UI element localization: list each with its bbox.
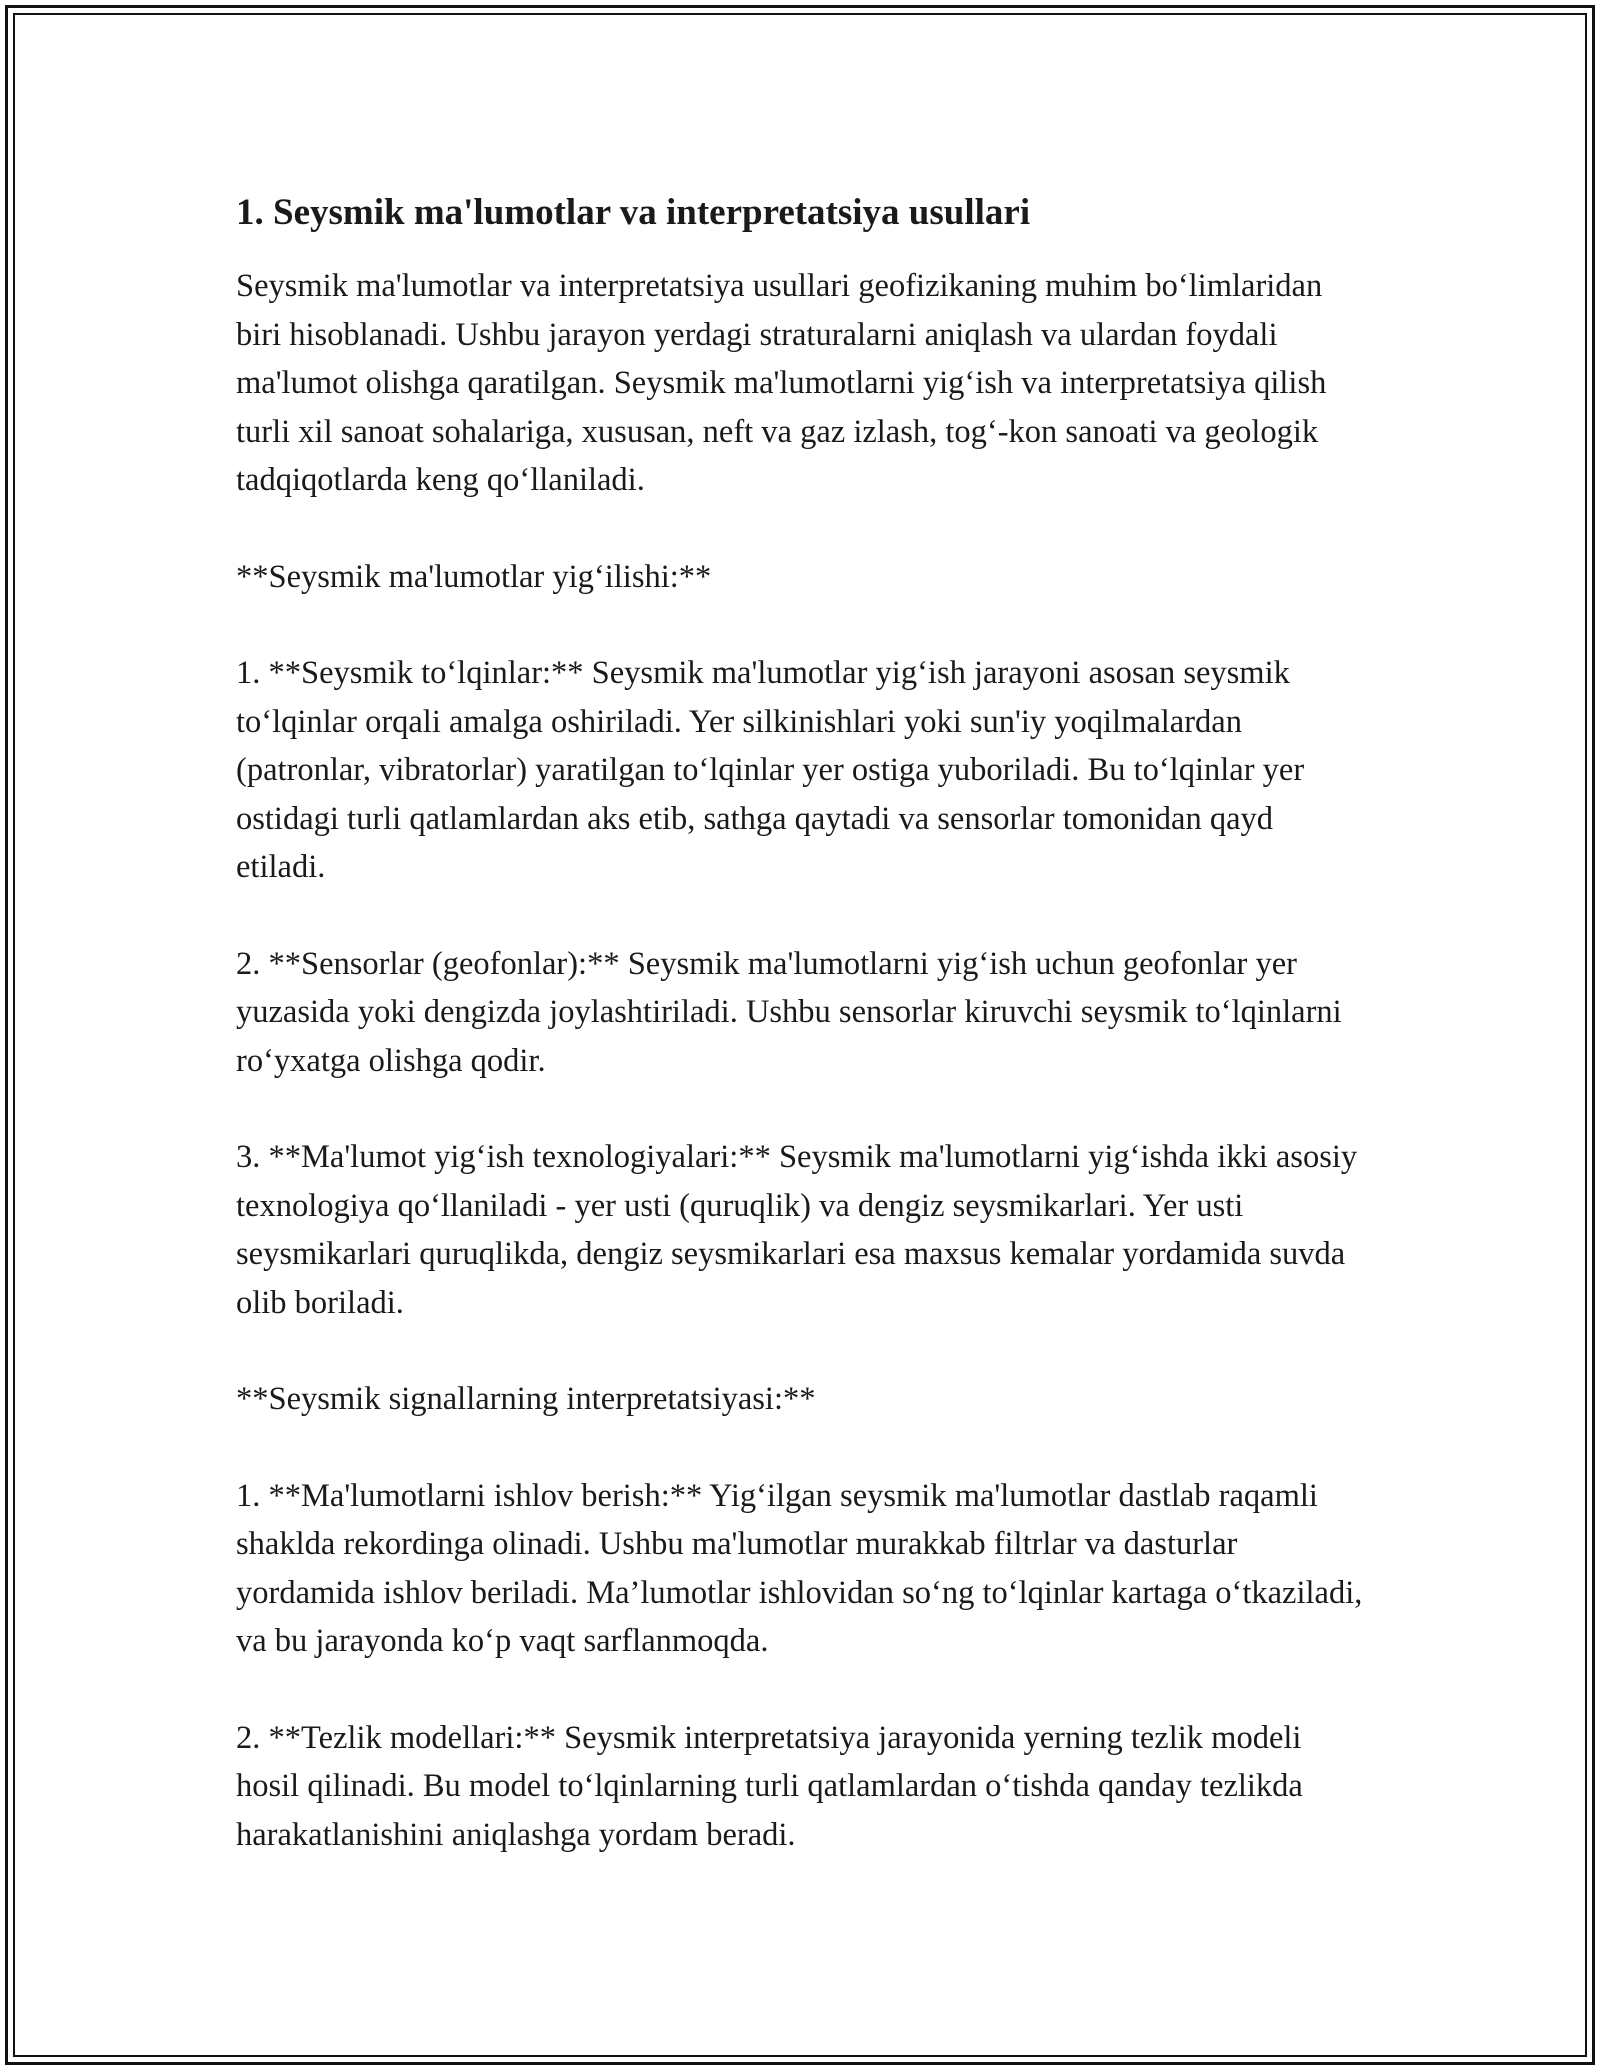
subheading-data-collection: **Seysmik ma'lumotlar yig‘ilishi:** xyxy=(236,558,712,595)
paragraph-data-processing: 1. **Ma'lumotlarni ishlov berish:** Yig‘ilgan seysmik ma'lumotlar dastlab raqamli shaklda rekordinga olinadi. Ushbu ma'lumotlar murakkab filtrlar va dasturlar yordamida ishlov beriladi. Ma’lumotlar ishlovidan so‘ng to‘lqinlar kartaga o‘tkaziladi, va bu jarayonda ko‘p vaqt sarflanmoqda. xyxy=(236,1477,1363,1659)
paragraph-sensors: 2. **Sensorlar (geofonlar):** Seysmik ma'lumotlarni yig‘ish uchun geofonlar yer yuzasida yoki dengizda joylashtiriladi. Ushbu sensorlar kiruvchi seysmik to‘lqinlarni ro‘yxatga olishga qodir. xyxy=(236,945,1342,1079)
paragraph-velocity-models: 2. **Tezlik modellari:** Seysmik interpretatsiya jarayonida yerning tezlik modeli hosil qilinadi. Bu model to‘lqinlarning turli qatlamlardan o‘tishda qanday tezlikda harakatlanishini aniqlashga yordam beradi. xyxy=(236,1719,1303,1853)
paragraph-seismic-waves: 1. **Seysmik to‘lqinlar:** Seysmik ma'lumotlar yig‘ish jarayoni asosan seysmik to‘lqinlar orqali amalga oshiriladi. Yer silkinishlari yoki sun'iy yoqilmalardan (patronlar, vibratorlar) yaratilgan to‘lqinlar yer ostiga yuboriladi. Bu to‘lqinlar yer ostidagi turli qatlamlardan aks etib, sathga qaytadi va sensorlar tomonidan qayd etiladi. xyxy=(236,655,1305,885)
intro-paragraph: Seysmik ma'lumotlar va interpretatsiya usullari geofizikaning muhim bo‘limlaridan biri hisoblanadi. Ushbu jarayon yerdagi straturalarni aniqlash va ulardan foydali ma'lumot olishga qaratilgan. Seysmik ma'lumotlarni yig‘ish va interpretatsiya qilish turli xil sanoat sohalariga, xususan, neft va gaz izlash, tog‘-kon sanoati va geologik tadqiqotlarda keng qo‘llaniladi. xyxy=(236,268,1327,498)
paragraph-collection-technologies: 3. **Ma'lumot yig‘ish texnologiyalari:** Seysmik ma'lumotlarni yig‘ishda ikki asosiy texnologiya qo‘llaniladi - yer usti (quruqlik) va dengiz seysmikarlari. Yer usti seysmikarlari quruqlikda, dengiz seysmikarlari esa maxsus kemalar yordamida suvda olib boriladi. xyxy=(236,1139,1358,1321)
section-heading: 1. Seysmik ma'lumotlar va interpretatsiya usullari xyxy=(236,192,1031,233)
document-body xyxy=(236,186,1366,1907)
subheading-interpretation: **Seysmik signallarning interpretatsiyasi:** xyxy=(236,1381,816,1417)
